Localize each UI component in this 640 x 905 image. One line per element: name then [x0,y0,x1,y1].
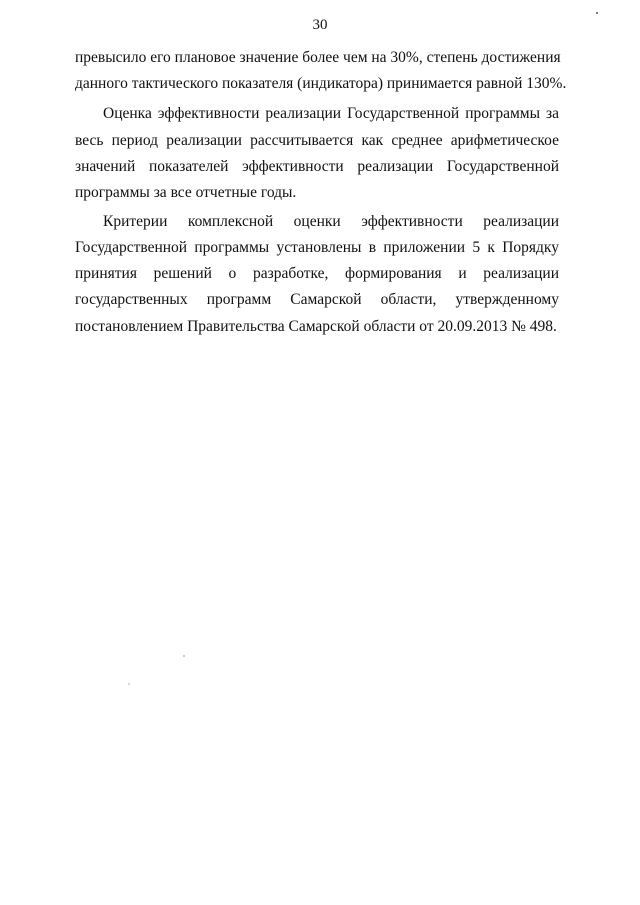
text-line: превысило его плановое значение более чем на 30%, степень достижения [75,49,561,66]
text-line: программы за все отчетные годы. [75,184,297,201]
text-line: Критерии комплексной оценки эффективности реализации [103,213,559,230]
scan-speck [128,683,130,685]
scan-speck [596,12,598,14]
text-line: постановлением Правительства Самарской области от 20.09.2013 № 498. [75,318,557,335]
text-line: Оценка эффективности реализации Государственной программы за [103,105,559,122]
text-line: данного тактического показателя (индикатора) принимается равной 130%. [75,75,567,92]
text-line: государственных программ Самарской области, утвержденному [75,291,559,308]
text-line: весь период реализации рассчитывается как среднее арифметическое [75,132,559,149]
text-line: значений показателей эффективности реализации Государственной [75,158,559,175]
page-number: 30 [312,17,328,33]
text-line: принятия решений о разработке, формирования и реализации [75,265,559,282]
scan-speck [183,655,185,657]
text-line: Государственной программы установлены в приложении 5 к Порядку [75,239,559,256]
